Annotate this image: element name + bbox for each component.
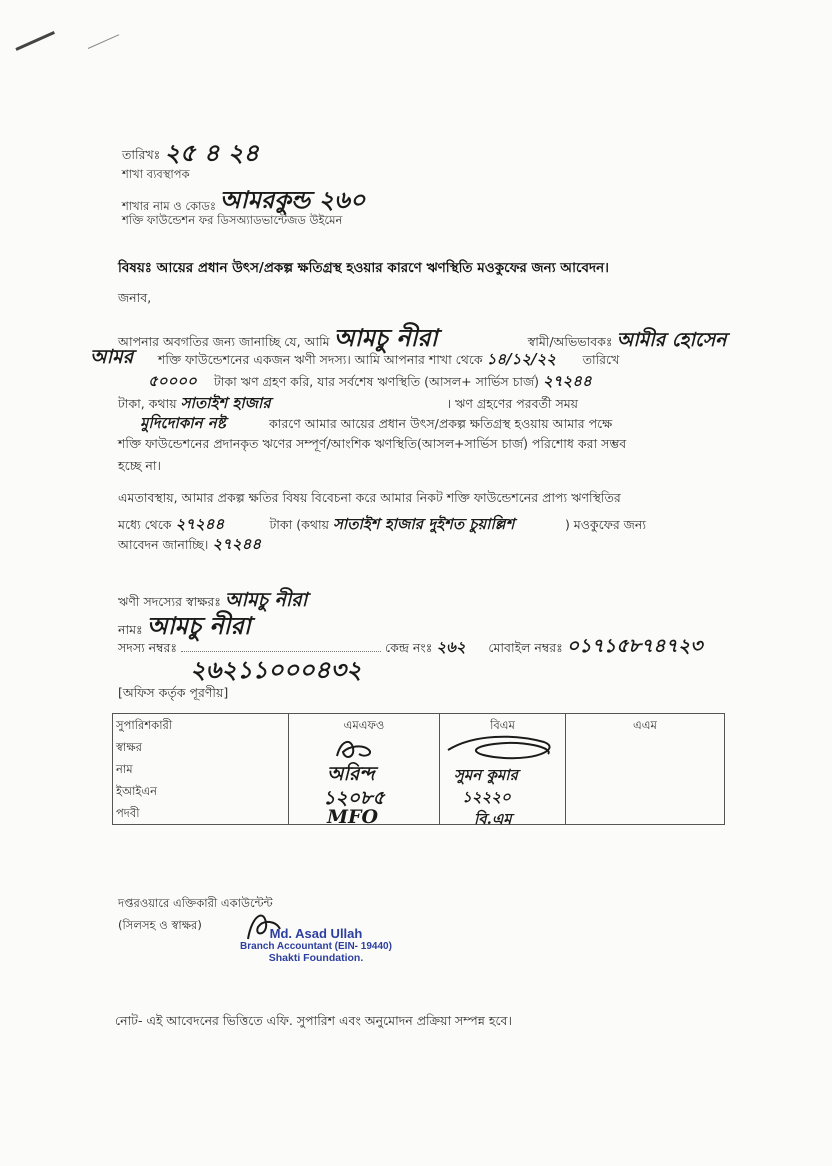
label-signature: স্বাক্ষর [116, 740, 142, 754]
para2-line1: এমতাবস্থায়, আমার প্রকল্প ক্ষতির বিষয় বিবেচনা করে আমার নিকট শক্তি ফাউন্ডেশনের প্রাপ্য ঋণস্থিতির [118, 490, 621, 505]
bm-title: বি.এম [474, 810, 512, 828]
text-segment: স্বামী/অভিভাবকঃ [527, 334, 613, 349]
header-mfo: এমএফও [343, 718, 385, 732]
loan-amount-handwritten: ৫০০০০ [148, 372, 197, 390]
branch-label: শাখার নাম ও কোডঃ [122, 199, 217, 213]
text-segment: আপনার অবগতির জন্য জানাচ্ছি যে, আমি [118, 334, 330, 349]
pen-mark [15, 31, 55, 51]
para2-line3 [118, 533, 261, 558]
bm-name: সুমন কুমার [454, 766, 518, 784]
salutation: জনাব, [118, 290, 152, 305]
mfo-column [289, 714, 440, 828]
loan-date-handwritten: ১৪/১২/২২ [486, 350, 557, 368]
name-label: নামঃ [118, 622, 143, 637]
office-use-note: [অফিস কর্তৃক পূরণীয়] [118, 685, 229, 700]
date-value: ২৫ ৪ ২৪ [164, 138, 259, 167]
branch-value: আমরকুন্ড ২৬০ [219, 185, 366, 214]
signature-label: ঋণী সদস্যের স্বাক্ষরঃ [118, 594, 221, 609]
label-ein: ইআইএন [116, 784, 157, 798]
text-segment: টাকা (কথায় [269, 517, 329, 532]
member-id-number: ২৬২১১০০০৪৩২ [190, 655, 362, 684]
text-segment: আবেদন জানাচ্ছি। [118, 537, 209, 552]
bm-ein: ১২২২০ [462, 788, 511, 806]
balance-handwritten: ২৭২৪৪ [542, 372, 592, 390]
mobile-number: ০১৭১৫৮৭৪৭২৩ [566, 635, 703, 657]
text-segment: কারণে আমার আয়ের প্রধান উৎস/প্রকল্প ক্ষতিগ্রস্থ হওয়ায় আমার পক্ষে [268, 416, 613, 431]
mfo-signature [329, 736, 389, 762]
text-segment: ) মওকুফের জন্য [564, 517, 646, 532]
member-name-handwritten: আমচু নীরা [333, 323, 438, 352]
header-am: এএম [633, 718, 657, 732]
label-designation: পদবী [116, 806, 140, 820]
date-label: তারিখঃ [122, 147, 161, 162]
member-name: আমচু নীরা [146, 611, 251, 640]
accountant-label: দপ্তরওয়ারে এক্তিকারী একাউন্টেন্ট [118, 896, 273, 910]
mfo-name: অরিন্দ [327, 763, 375, 785]
bm-column [440, 714, 566, 828]
recipient-org: শক্তি ফাউন্ডেশন ফর ডিসঅ্যাডভান্টেজড উইমেন [122, 213, 343, 227]
accountant-stamp [232, 926, 400, 964]
stamp-title: Branch Accountant (EIN- 19440) [240, 941, 392, 952]
accountant-seal-label: (সিলসহ ও স্বাক্ষর) [118, 918, 202, 932]
balance-words-handwritten: সাতাইশ হাজার [180, 394, 271, 412]
mfo-ein: ১২০৮৫ [323, 787, 385, 809]
stamp-org: Shakti Foundation. [268, 952, 364, 964]
stamp-name: Md. Asad Ullah [269, 926, 363, 941]
text-segment: তারিখে [582, 352, 620, 367]
waive-amount-handwritten: ২৭২৪৪ [175, 515, 225, 533]
para1-line6: শক্তি ফাউন্ডেশনের প্রদানকৃত ঋণের সম্পূর্ণ/আংশিক ঋণস্থিতি(আসল+সার্ভিস চার্জ) পরিশোধ করা সম্ভব [118, 436, 627, 451]
header-bm: বিএম [490, 718, 515, 732]
waive-words-handwritten: সাতাইশ হাজার দুইশত চুয়াল্লিশ [332, 515, 515, 533]
bm-signature [444, 732, 564, 764]
text-segment: টাকা ঋণ গ্রহণ করি, যার সর্বশেষ ঋণস্থিতি (আসল+ সার্ভিস চার্জ) [213, 374, 539, 389]
address-handwritten: আমর [90, 346, 134, 368]
am-column [566, 714, 725, 825]
pen-mark [88, 34, 119, 49]
para1-line7: হচ্ছে না। [118, 458, 161, 473]
mobile-label: মোবাইল নম্বরঃ [488, 640, 563, 655]
member-id-label: সদস্য নম্বরঃ [118, 640, 178, 655]
recipient-title: শাখা ব্যবস্থাপক [122, 167, 190, 181]
recommendation-table [112, 713, 725, 828]
footer-note: নোট- এই আবেদনের ভিত্তিতে এফি. সুপারিশ এবং অনুমোদন প্রক্রিয়া সম্পন্ন হবে। [115, 1013, 512, 1028]
row-labels-cell [113, 714, 289, 825]
text-segment: মধ্যে থেকে [118, 517, 172, 532]
para1-line5 [140, 412, 612, 437]
label-name: নাম [116, 762, 133, 776]
text-segment: । ঋণ গ্রহণের পরবর্তী সময় [446, 396, 579, 411]
guardian-handwritten: আমীর হোসেন [616, 329, 727, 351]
reason-handwritten: মুদিদোকান নষ্ট [140, 414, 226, 432]
text-segment: শক্তি ফাউন্ডেশনের একজন ঋণী সদস্য। আমি আপনার শাখা থেকে [158, 352, 483, 367]
subject-line: বিষয়ঃ আয়ের প্রধান উৎস/প্রকল্প ক্ষতিগ্রস্থ হওয়ার কারণে ঋণস্থিতি মওকুফের জন্য আবেদন। [118, 260, 609, 276]
center-label: কেন্দ্র নংঃ [385, 640, 433, 655]
label-recommender: সুপারিশকারী [116, 718, 173, 732]
center-number: ২৬২ [436, 638, 466, 656]
text-segment: টাকা, কথায় [118, 396, 177, 411]
applied-amount-handwritten: ২৭২৪৪ [212, 535, 262, 553]
mfo-title: MFO [327, 806, 379, 828]
member-signature: আমচু নীরা [224, 589, 308, 611]
